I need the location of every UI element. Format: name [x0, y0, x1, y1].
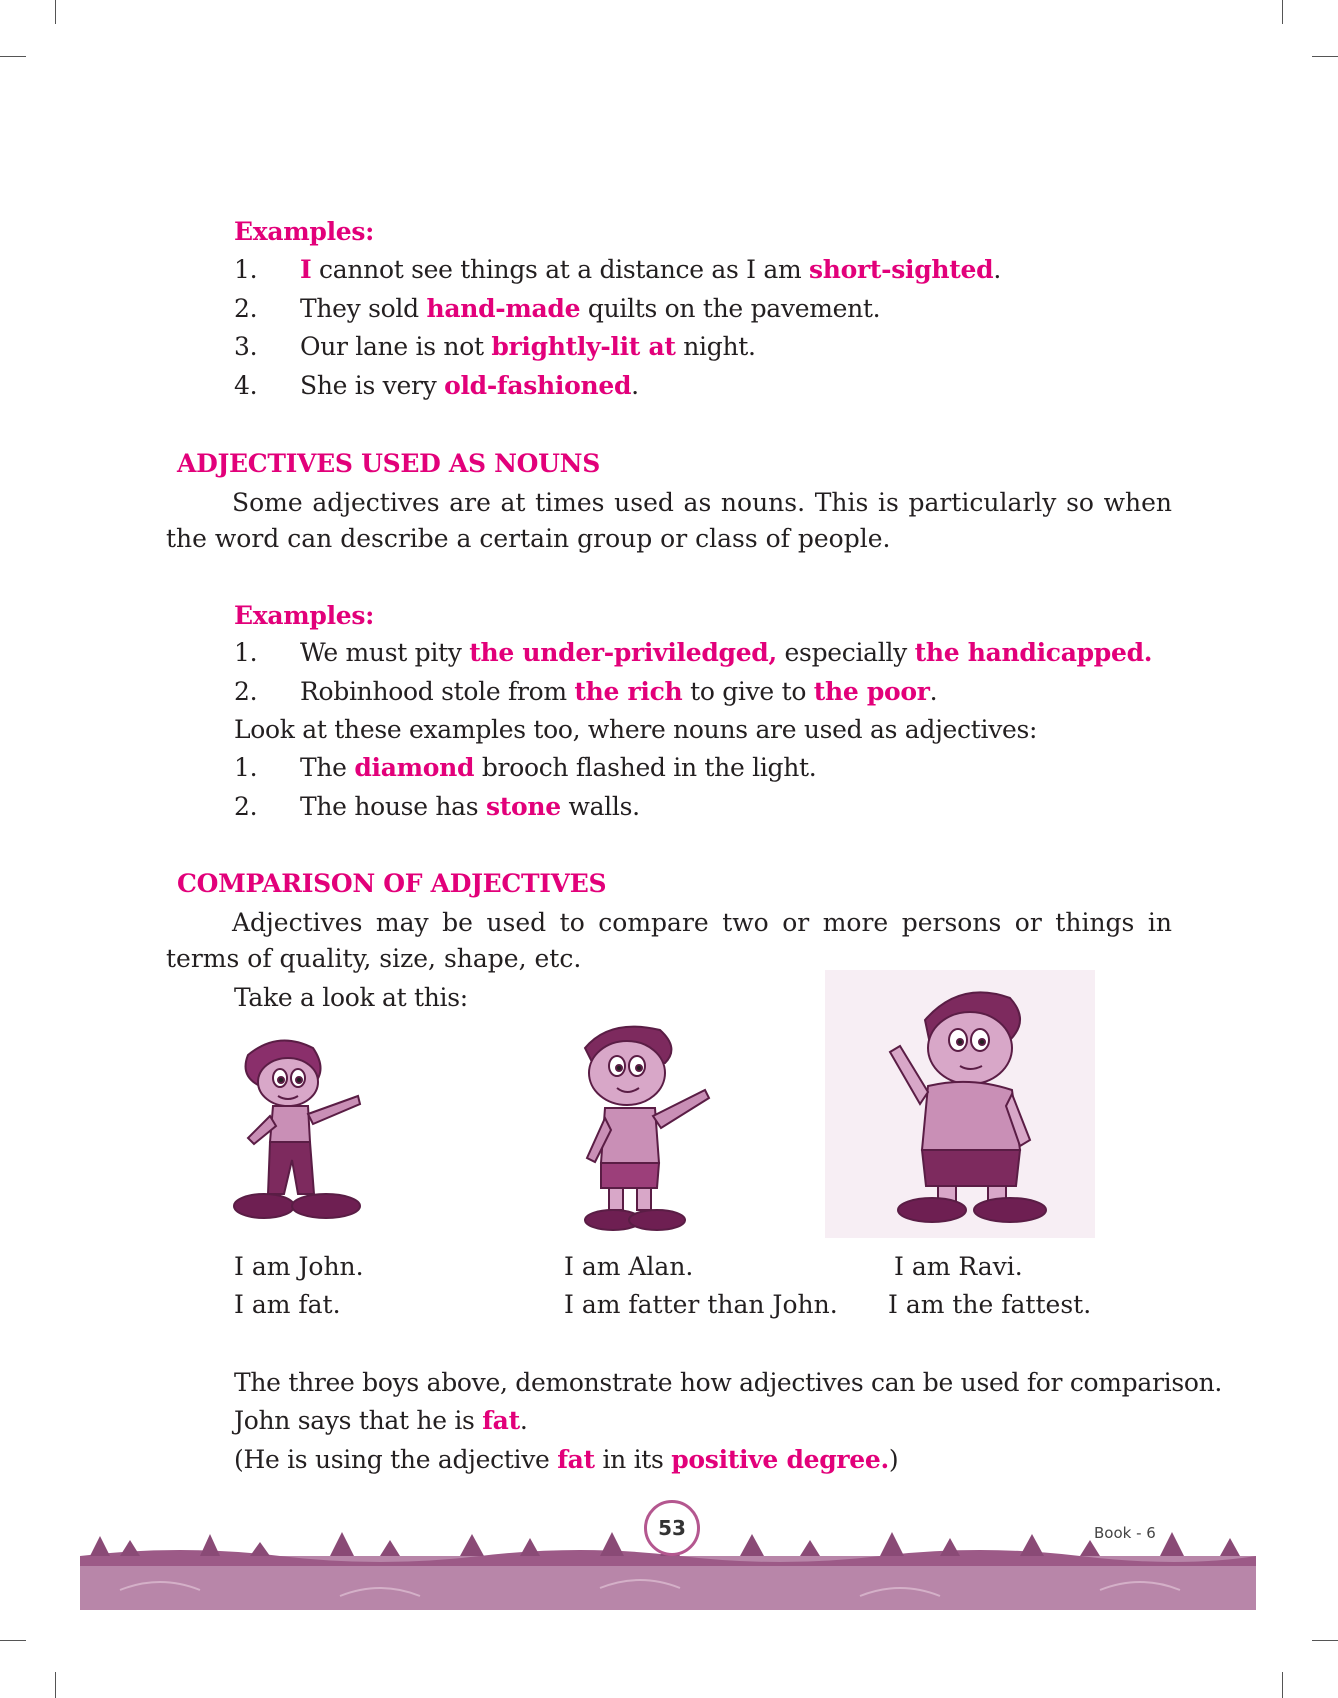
crop-mark	[1312, 56, 1338, 57]
text-run: John says that he is	[234, 1406, 483, 1435]
closing-line-1: The three boys above, demonstrate how adjectives can be used for comparison.	[234, 1368, 1223, 1397]
crop-mark	[55, 1672, 56, 1698]
highlighted-text: old-fashioned	[444, 370, 632, 400]
example-number: 4.	[234, 370, 258, 400]
caption-john: I am John. I am fat.	[234, 1252, 364, 1319]
boy-john-illustration	[218, 1030, 388, 1226]
text-run: They sold	[300, 293, 427, 323]
highlighted-text: the rich	[574, 676, 683, 706]
text-run: The house has	[300, 791, 486, 821]
highlighted-text: short-sighted	[809, 255, 994, 284]
highlighted-text: brightly-lit at	[491, 332, 676, 361]
example-number: 2.	[234, 293, 258, 323]
text-run: We must pity	[300, 638, 470, 667]
highlighted-text: diamond	[354, 753, 475, 782]
text-run: walls.	[560, 791, 640, 821]
highlighted-text: the poor	[813, 676, 930, 706]
caption-alan: I am Alan. I am fatter than John.	[564, 1252, 838, 1319]
text-run: Robinhood stole from	[300, 676, 575, 706]
highlighted-text: the handicapped.	[914, 638, 1153, 667]
examples-intro: Look at these examples too, where nouns are used as adjectives:	[234, 715, 1038, 744]
text-run: .	[519, 1406, 528, 1435]
example-number: 2.	[234, 676, 258, 706]
example-text	[300, 293, 880, 325]
section-heading-comparison: COMPARISON OF ADJECTIVES	[177, 869, 607, 898]
example-text	[300, 791, 640, 823]
text-run: .	[993, 255, 1001, 284]
highlighted-text: fat	[557, 1445, 595, 1474]
example-text	[300, 637, 1152, 669]
crop-mark	[1282, 1672, 1283, 1698]
text-run: in its	[594, 1445, 672, 1474]
example-number: 2.	[234, 791, 258, 821]
examples-label: Examples:	[234, 601, 375, 630]
highlighted-text: hand-made	[426, 293, 581, 323]
crop-mark	[1312, 1640, 1338, 1641]
text-run: .	[929, 676, 938, 706]
text-run: She is very	[300, 370, 445, 400]
book-label: Book - 6	[1094, 1524, 1156, 1542]
text-run: especially	[776, 638, 915, 667]
examples-label: Examples:	[234, 217, 375, 246]
text-run: .	[631, 370, 639, 400]
example-text	[300, 676, 937, 708]
boy-ravi-illustration	[860, 980, 1070, 1230]
crop-mark	[1282, 0, 1283, 24]
crop-mark	[0, 56, 26, 57]
comparison-lead: Take a look at this:	[234, 983, 468, 1012]
closing-line-3	[234, 1444, 898, 1476]
text-run: The	[300, 753, 355, 782]
example-number: 1.	[234, 638, 258, 667]
example-number: 1.	[234, 255, 258, 284]
text-run: cannot see things at a distance as I am	[311, 255, 810, 284]
text-run: Our lane is not	[300, 332, 492, 361]
page-number: 53	[644, 1500, 700, 1556]
text-run: to give to	[682, 676, 814, 706]
highlighted-text: positive degree.	[671, 1445, 889, 1474]
boy-alan-illustration	[565, 1018, 735, 1236]
section-paragraph-comparison: Adjectives may be used to compare two or more persons or things in terms of quality, size, shape, etc.	[166, 908, 1172, 973]
section-heading-nouns: ADJECTIVES USED AS NOUNS	[177, 449, 600, 478]
example-text	[300, 752, 816, 784]
caption-ravi: I am Ravi. I am the fattest.	[888, 1252, 1092, 1319]
example-number: 3.	[234, 332, 258, 361]
text-run: quilts on the pavement.	[580, 293, 881, 323]
example-text	[300, 370, 639, 402]
highlighted-text: the under-priviledged,	[469, 638, 777, 667]
highlighted-text: stone	[485, 791, 561, 821]
crop-mark	[0, 1640, 26, 1641]
text-run: brooch flashed in the light.	[474, 753, 817, 782]
text-run: )	[888, 1445, 899, 1474]
section-paragraph-nouns: Some adjectives are at times used as nouns. This is particularly so when the word can describe a certain group or class of people.	[166, 488, 1172, 553]
example-number: 1.	[234, 753, 258, 782]
highlighted-text: I	[300, 255, 312, 284]
crop-mark	[55, 0, 56, 24]
example-text	[300, 331, 756, 363]
text-run: (He is using the adjective	[234, 1445, 558, 1474]
example-text	[300, 254, 1001, 286]
highlighted-text: fat	[482, 1406, 520, 1435]
text-run: night.	[675, 332, 756, 361]
closing-line-2	[234, 1405, 527, 1437]
